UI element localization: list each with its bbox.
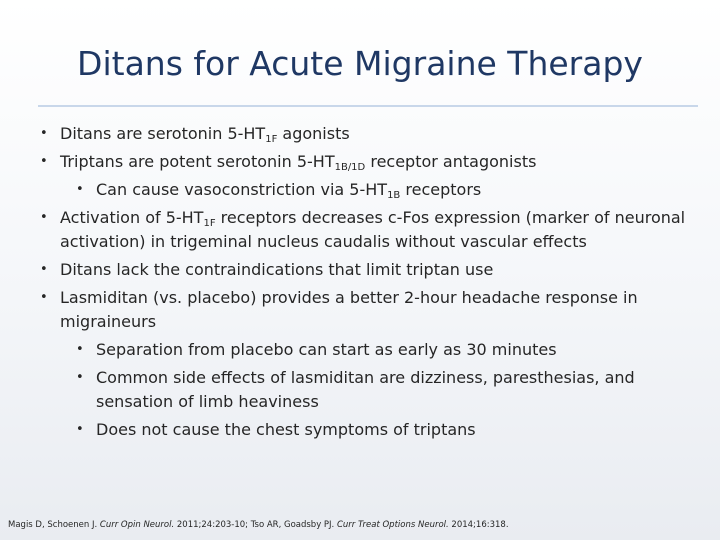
bullet-text: Ditans lack the contraindications that limit triptan use <box>60 260 494 279</box>
bullet-text: receptors <box>400 180 482 199</box>
sub-bullet-item <box>38 418 688 442</box>
bullet-item <box>38 150 688 174</box>
bullet-item <box>38 206 688 254</box>
bullet-text: Can cause vasoconstriction via 5-HT <box>96 180 388 199</box>
bullet-text: Activation of 5-HT <box>60 208 204 227</box>
bullet-dot-icon: • <box>40 210 48 225</box>
sub-bullet-item <box>38 178 688 202</box>
bullet-list <box>38 122 688 446</box>
bullet-item <box>38 122 688 146</box>
bullet-item <box>38 286 688 334</box>
bullet-item <box>38 258 688 282</box>
bullet-text: receptors decreases c-Fos expression (marker of neuronal activation) in trigeminal nucleus caudalis without vascular effects <box>60 208 686 251</box>
bullet-text: receptor antagonists <box>365 152 537 171</box>
bullet-text: agonists <box>277 124 350 143</box>
references-footer <box>8 520 708 530</box>
bullet-text: 1F <box>265 134 278 145</box>
bullet-dot-icon: • <box>40 154 48 169</box>
bullet-text: 1F <box>203 218 216 229</box>
title-divider <box>38 105 698 107</box>
reference-text: Magis D, Schoenen J. <box>8 520 100 530</box>
bullet-text: Separation from placebo can start as early as 30 minutes <box>96 340 557 359</box>
bullet-dot-icon: • <box>40 126 48 141</box>
bullet-text: Lasmiditan (vs. placebo) provides a better 2-hour headache response in migraineurs <box>60 288 638 331</box>
sub-bullet-item <box>38 338 688 362</box>
bullet-text: 1B/1D <box>334 162 366 173</box>
bullet-dot-icon: • <box>40 262 48 277</box>
bullet-dot-icon: • <box>76 182 84 197</box>
bullet-dot-icon: • <box>76 422 84 437</box>
bullet-text: Ditans are serotonin 5-HT <box>60 124 266 143</box>
journal-name: Curr Treat Options Neurol. <box>336 520 449 530</box>
bullet-dot-icon: • <box>76 370 84 385</box>
bullet-text: Triptans are potent serotonin 5-HT <box>60 152 335 171</box>
reference-text: 2014;16:318. <box>448 520 509 530</box>
bullet-text: Does not cause the chest symptoms of triptans <box>96 420 476 439</box>
bullet-dot-icon: • <box>76 342 84 357</box>
bullet-dot-icon: • <box>40 290 48 305</box>
slide-title: Ditans for Acute Migraine Therapy <box>77 44 643 83</box>
reference-text: 2011;24:203-10; Tso AR, Goadsby PJ. <box>174 520 337 530</box>
journal-name: Curr Opin Neurol. <box>99 520 175 530</box>
sub-bullet-item <box>38 366 688 414</box>
bullet-text: Common side effects of lasmiditan are dizziness, paresthesias, and sensation of limb heaviness <box>96 368 635 411</box>
bullet-text: 1B <box>387 190 401 201</box>
